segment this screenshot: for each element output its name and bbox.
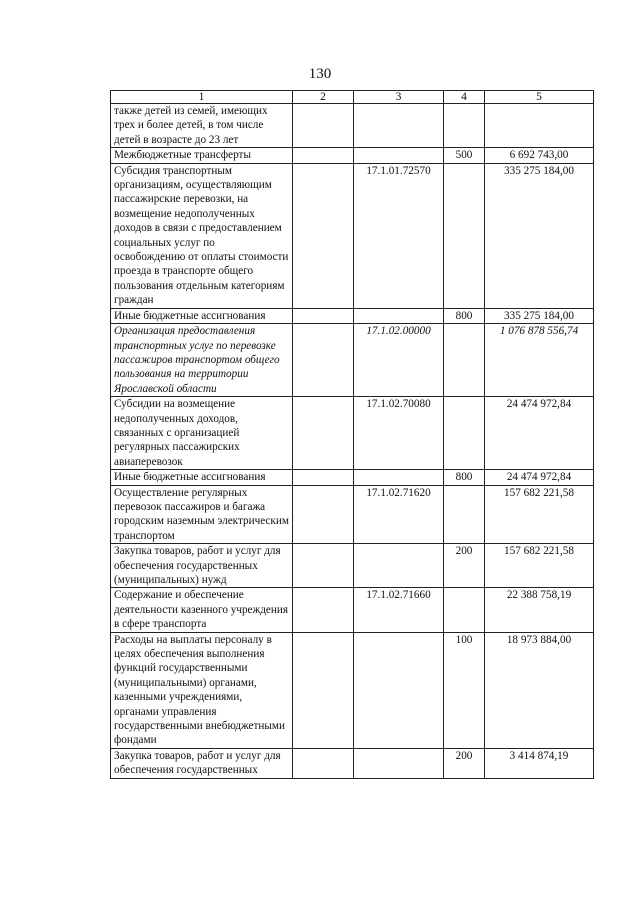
row-ministry-cell <box>293 485 354 544</box>
row-ministry-cell <box>293 163 354 308</box>
table-row <box>111 470 594 485</box>
row-ministry-cell <box>293 324 354 397</box>
row-expense-type-cell: 100 <box>444 632 485 748</box>
table-row <box>111 544 594 588</box>
header-row <box>111 91 594 104</box>
table-row <box>111 324 594 397</box>
row-name-cell: Закупка товаров, работ и услуг для обеспечения государственных <box>111 748 293 778</box>
row-sum-cell: 18 973 884,00 <box>485 632 594 748</box>
row-expense-type-cell <box>444 324 485 397</box>
row-name-cell: Расходы на выплаты персоналу в целях обеспечения выполнения функций государственными (муниципальными) органами, казенными учреждениями, органами управления государственными внебюджетными фондами <box>111 632 293 748</box>
table-row <box>111 632 594 748</box>
row-ministry-cell <box>293 748 354 778</box>
row-code-cell <box>354 632 444 748</box>
row-ministry-cell <box>293 632 354 748</box>
header-col-2: 2 <box>293 91 354 104</box>
row-code-cell <box>354 104 444 148</box>
row-ministry-cell <box>293 397 354 470</box>
row-ministry-cell <box>293 588 354 632</box>
table-row <box>111 485 594 544</box>
row-sum-cell: 335 275 184,00 <box>485 163 594 308</box>
row-sum-cell: 335 275 184,00 <box>485 308 594 323</box>
row-sum-cell: 6 692 743,00 <box>485 148 594 163</box>
row-ministry-cell <box>293 544 354 588</box>
row-code-cell: 17.1.01.72570 <box>354 163 444 308</box>
row-name-cell: Иные бюджетные ассигнования <box>111 470 293 485</box>
header-col-4: 4 <box>444 91 485 104</box>
row-expense-type-cell <box>444 163 485 308</box>
row-name-cell: Осуществление регулярных перевозок пассажиров и багажа городским наземным электрическим транспортом <box>111 485 293 544</box>
row-sum-cell: 3 414 874,19 <box>485 748 594 778</box>
row-code-cell <box>354 308 444 323</box>
row-code-cell <box>354 148 444 163</box>
row-expense-type-cell <box>444 397 485 470</box>
row-name-cell: также детей из семей, имеющих трех и более детей, в том числе детей в возрасте до 23 лет <box>111 104 293 148</box>
row-code-cell: 17.1.02.71620 <box>354 485 444 544</box>
row-expense-type-cell: 200 <box>444 544 485 588</box>
header-col-5: 5 <box>485 91 594 104</box>
row-sum-cell: 157 682 221,58 <box>485 544 594 588</box>
table-body <box>111 104 594 779</box>
row-name-cell: Закупка товаров, работ и услуг для обеспечения государственных (муниципальных) нужд <box>111 544 293 588</box>
row-sum-cell <box>485 104 594 148</box>
row-ministry-cell <box>293 308 354 323</box>
row-sum-cell: 22 388 758,19 <box>485 588 594 632</box>
budget-table <box>110 90 594 779</box>
row-code-cell <box>354 544 444 588</box>
row-sum-cell: 24 474 972,84 <box>485 397 594 470</box>
header-col-1: 1 <box>111 91 293 104</box>
table-row <box>111 397 594 470</box>
row-name-cell: Организация предоставления транспортных услуг по перевозке пассажиров транспортом общего пользования на территории Ярославской области <box>111 324 293 397</box>
row-expense-type-cell <box>444 104 485 148</box>
row-code-cell <box>354 470 444 485</box>
row-code-cell: 17.1.02.71660 <box>354 588 444 632</box>
row-sum-cell: 157 682 221,58 <box>485 485 594 544</box>
page-number: 130 <box>308 66 332 82</box>
header-col-3: 3 <box>354 91 444 104</box>
row-sum-cell: 24 474 972,84 <box>485 470 594 485</box>
row-expense-type-cell <box>444 485 485 544</box>
row-code-cell: 17.1.02.00000 <box>354 324 444 397</box>
row-code-cell: 17.1.02.70080 <box>354 397 444 470</box>
table-row <box>111 308 594 323</box>
row-expense-type-cell: 500 <box>444 148 485 163</box>
row-name-cell: Содержание и обеспечение деятельности казенного учреждения в сфере транспорта <box>111 588 293 632</box>
row-ministry-cell <box>293 470 354 485</box>
row-name-cell: Иные бюджетные ассигнования <box>111 308 293 323</box>
row-expense-type-cell <box>444 588 485 632</box>
row-expense-type-cell: 200 <box>444 748 485 778</box>
table-header <box>111 91 594 104</box>
table-row <box>111 104 594 148</box>
row-sum-cell: 1 076 878 556,74 <box>485 324 594 397</box>
row-name-cell: Межбюджетные трансферты <box>111 148 293 163</box>
table-row <box>111 148 594 163</box>
row-code-cell <box>354 748 444 778</box>
row-expense-type-cell: 800 <box>444 308 485 323</box>
row-ministry-cell <box>293 148 354 163</box>
row-name-cell: Субсидии на возмещение недополученных доходов, связанных с организацией регулярных пассажирских авиаперевозок <box>111 397 293 470</box>
table-row <box>111 588 594 632</box>
row-expense-type-cell: 800 <box>444 470 485 485</box>
row-ministry-cell <box>293 104 354 148</box>
table-row <box>111 748 594 778</box>
row-name-cell: Субсидия транспортным организациям, осуществляющим пассажирские перевозки, на возмещение недополученных доходов в связи с предоставлением социальных услуг по освобождению от оплаты стоимости проезда в транспорте общего пользования отдельным категориям граждан <box>111 163 293 308</box>
table-row <box>111 163 594 308</box>
